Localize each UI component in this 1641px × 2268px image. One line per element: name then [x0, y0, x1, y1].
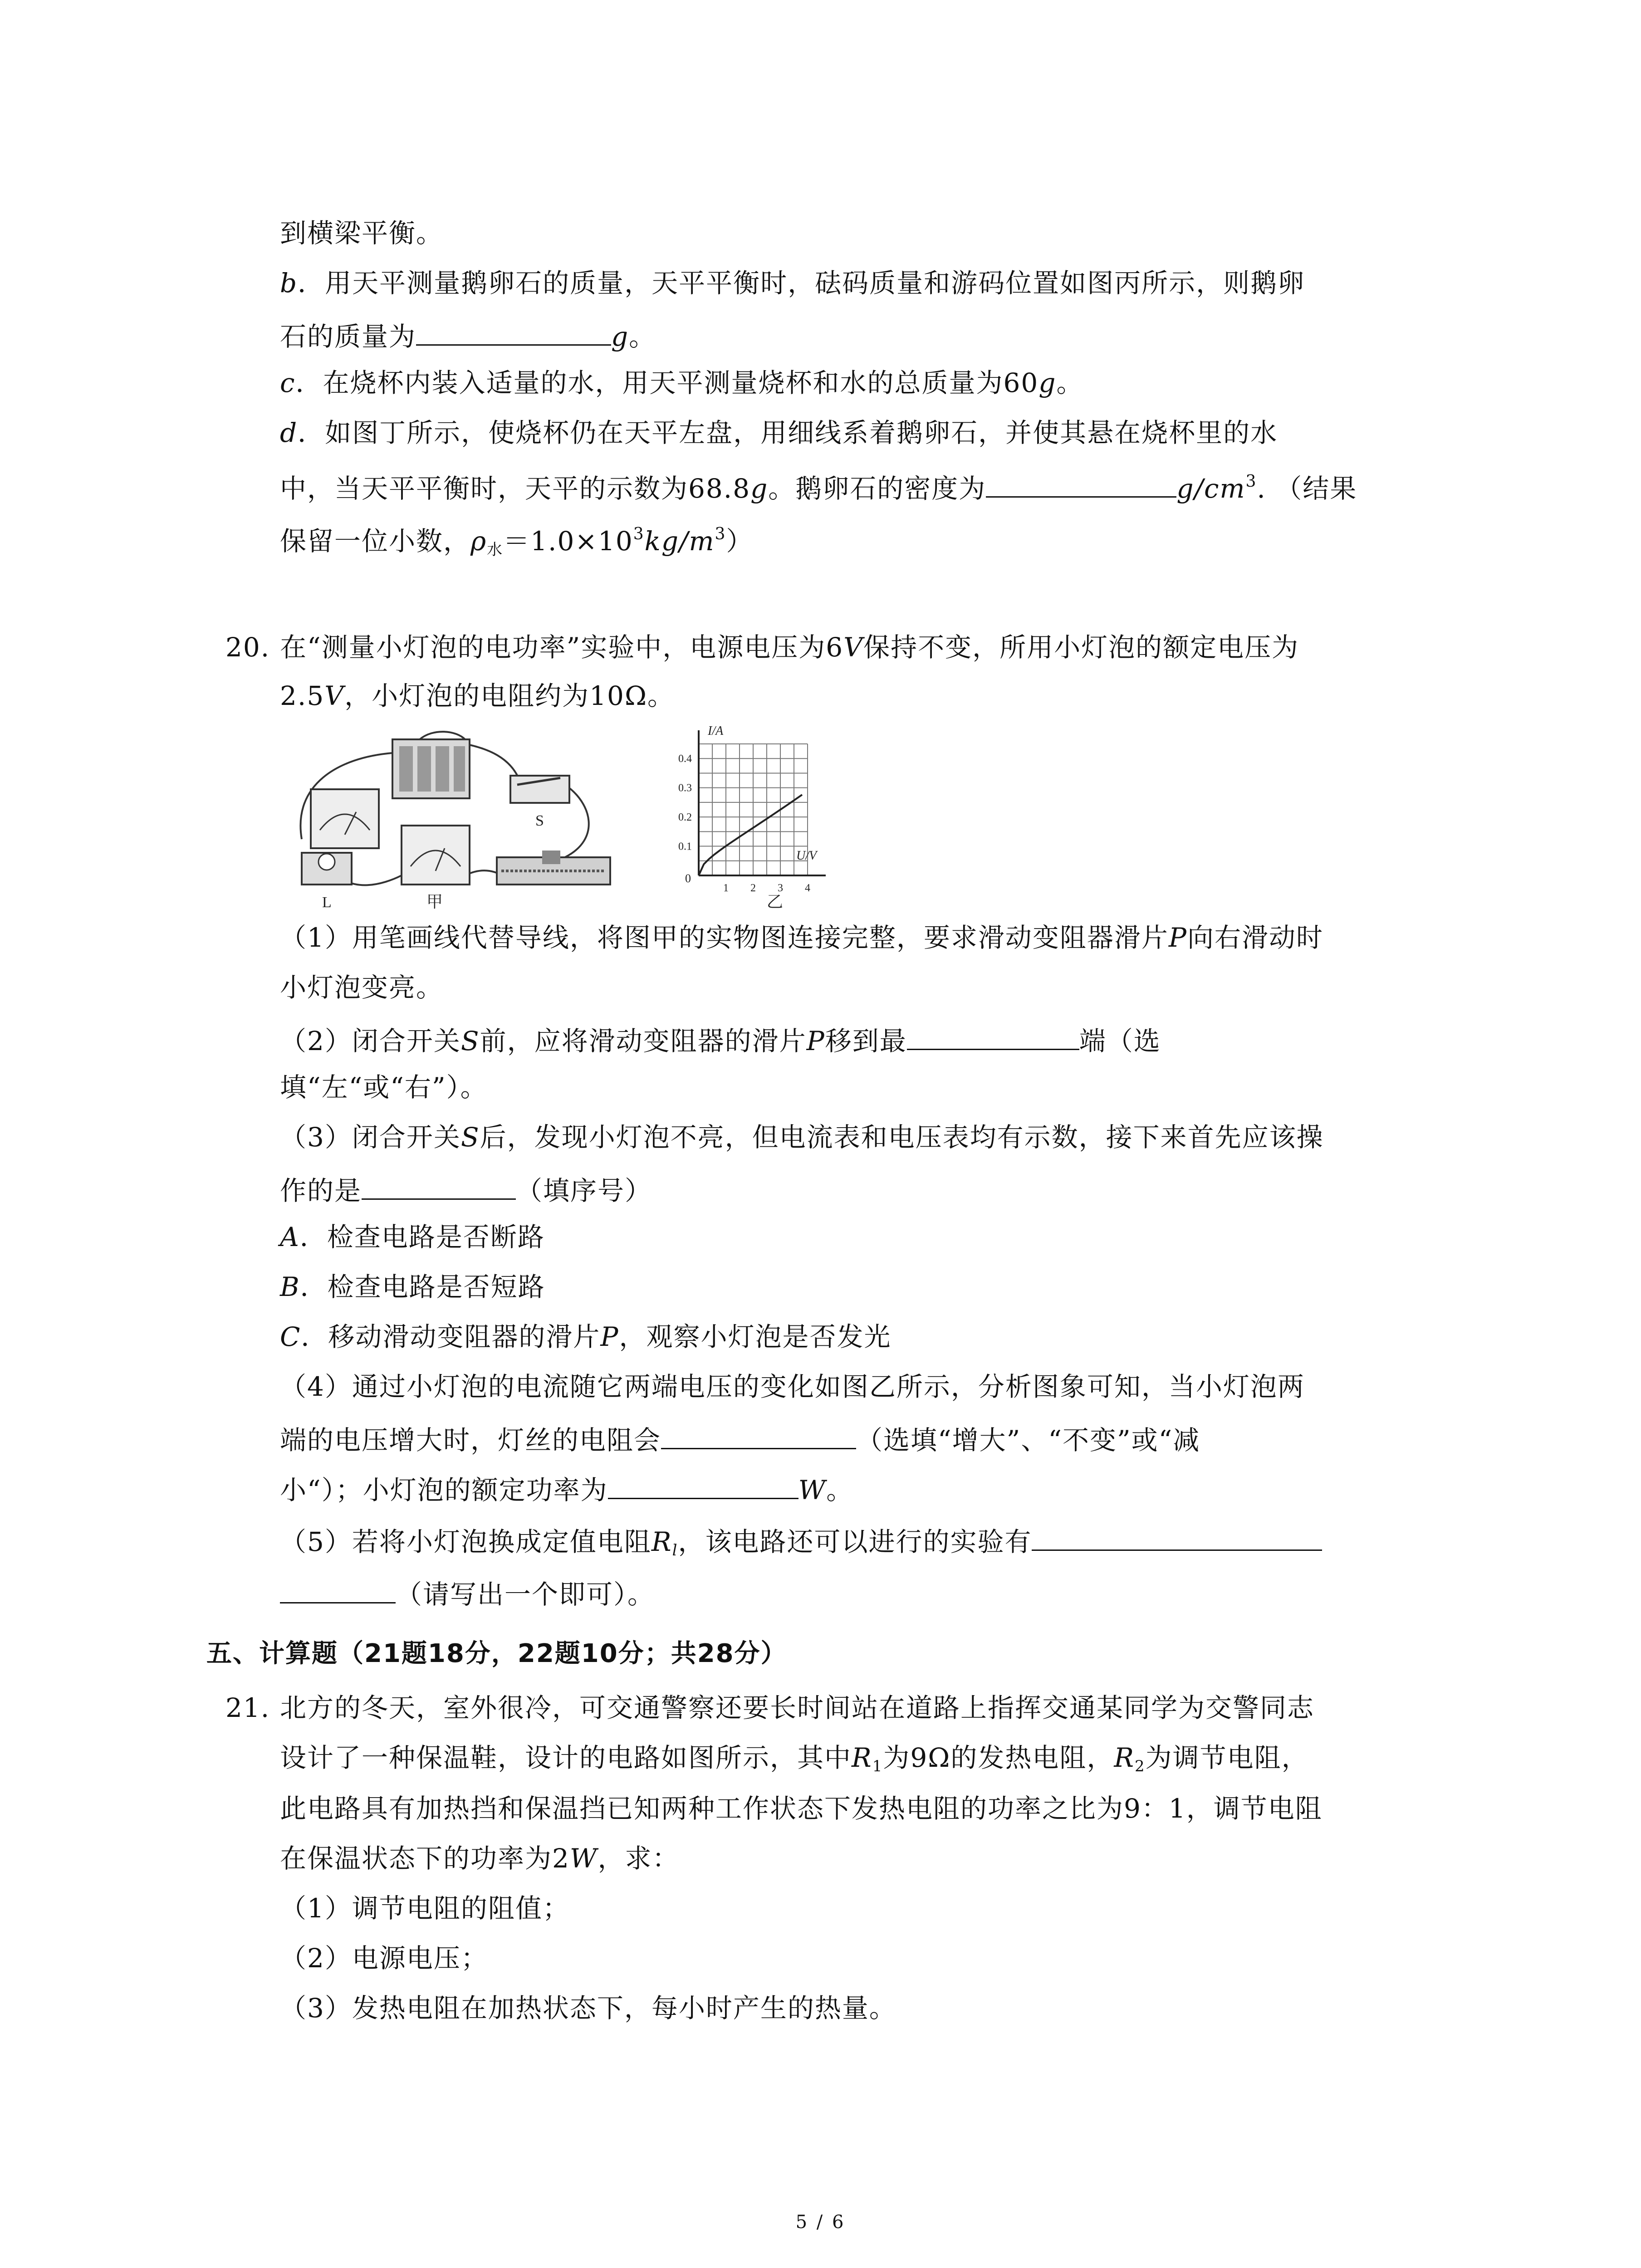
bulb-icon — [302, 853, 352, 911]
answer-blank[interactable] — [416, 320, 611, 346]
q21-line-1: 北方的冬天，室外很冷，可交通警察还要长时间站在道路上指挥交通某同学为交警同志 — [280, 1692, 1315, 1723]
q21-sub-1: （1）调节电阻的阻值； — [280, 1893, 570, 1924]
q21-line-2: 设计了一种保温鞋，设计的电路如图所示，其中$R_1$为9Ω的发热电阻，$R_2$为调节电阻， — [280, 1742, 1309, 1775]
y-tick-label: 0.4 — [678, 753, 692, 765]
x-tick-label: 3 — [778, 882, 783, 894]
q20-option-b: B．检查电路是否短路 — [280, 1271, 545, 1302]
iu-curve — [699, 795, 802, 875]
switch-icon — [510, 776, 569, 829]
x-tick-label: 4 — [805, 882, 810, 894]
answer-blank[interactable] — [661, 1423, 856, 1449]
q20-part4-line-1: （4）通过小灯泡的电流随它两端电压的变化如图乙所示，分析图象可知，当小灯泡两 — [280, 1371, 1305, 1402]
svg-text:L: L — [322, 894, 332, 911]
answer-blank[interactable] — [907, 1024, 1079, 1050]
ammeter-icon — [402, 826, 470, 911]
q20-part3-line-1: （3）闭合开关S后，发现小灯泡不亮，但电流表和电压表均有示数，接下来首先应该操 — [280, 1122, 1324, 1153]
q20-part3-line-2: 作的是 （填序号） — [280, 1174, 652, 1204]
q19-d-line-2: 中，当天平平衡时，天平的示数为68.8g。鹅卵石的密度为 $g/cm^3$. （结果 — [280, 472, 1357, 504]
q21-sub-3: （3）发热电阻在加热状态下，每小时产生的热量。 — [280, 1993, 896, 2024]
q20-number: 20. — [225, 632, 270, 663]
y-axis-label: I/A — [708, 724, 724, 738]
x-tick-label: 2 — [750, 882, 756, 894]
q19-d-line-1: d．如图丁所示，使烧杯仍在天平左盘，用细线系着鹅卵石，并使其悬在烧杯里的水 — [280, 417, 1278, 448]
q19-b-line-1: b．用天平测量鹅卵石的质量，天平平衡时，砝码质量和游码位置如图丙所示，则鹅卵 — [280, 268, 1305, 298]
x-axis-label: U/V — [796, 849, 817, 863]
y-tick-label: 0.3 — [678, 782, 692, 794]
figure-caption-yi: 乙 — [767, 893, 784, 911]
q21-sub-2: （2）电源电压； — [280, 1943, 488, 1974]
q20-line-2: 2.5V，小灯泡的电阻约为10Ω。 — [280, 680, 675, 711]
answer-blank[interactable] — [1032, 1525, 1322, 1551]
answer-blank[interactable] — [986, 472, 1176, 498]
answer-blank[interactable] — [280, 1578, 396, 1603]
section-five-title: 五、计算题（21题18分，22题10分；共28分） — [206, 1639, 787, 1668]
q19-d-line-3: 保留一位小数，$\rho_水=1.0\times 10^3kg/m^3$） — [280, 525, 754, 559]
circuit-figure-jia — [284, 721, 628, 912]
q19-c-line: c．在烧杯内装入适量的水，用天平测量烧杯和水的总质量为60g。 — [280, 367, 1084, 398]
answer-blank[interactable] — [362, 1174, 516, 1200]
q20-part4-line-3: 小“）；小灯泡的额定功率为 W。 — [280, 1473, 853, 1503]
answer-blank[interactable] — [608, 1473, 798, 1499]
q19-line-1: 到横梁平衡。 — [280, 218, 444, 249]
rheostat-icon — [497, 850, 610, 885]
q21-line-4: 在保温状态下的功率为2W，求： — [280, 1843, 680, 1874]
q20-line-1: 在“测量小灯泡的电功率”实验中，电源电压为6V保持不变，所用小灯泡的额定电压为 — [280, 632, 1299, 663]
q20-part5-line-2: （请写出一个即可）。 — [280, 1578, 655, 1608]
svg-text:甲: 甲 — [426, 893, 443, 911]
q20-part2-line-1: （2）闭合开关S前，应将滑动变阻器的滑片P移到最 端（选 — [280, 1024, 1161, 1054]
q20-part1-line-2: 小灯泡变亮。 — [280, 972, 444, 1003]
iu-graph-yi — [676, 721, 867, 912]
y-tick-label: 0.2 — [678, 811, 692, 824]
q21-line-3: 此电路具有加热挡和保温挡已知两种工作状态下发热电阻的功率之比为9：1，调节电阻 — [280, 1793, 1323, 1824]
q21-number: 21. — [225, 1692, 270, 1723]
page-number: 5 / 6 — [795, 2212, 846, 2233]
voltmeter-icon — [311, 789, 379, 848]
q20-part4-line-2: 端的电压增大时，灯丝的电阻会 （选填“增大”、“不变”或“减 — [280, 1423, 1200, 1453]
q20-part2-line-2: 填“左“或“右”）。 — [280, 1072, 488, 1103]
battery-icon — [392, 739, 470, 798]
q19-b-line-2: 石的质量为 g。 — [280, 320, 656, 350]
x-tick-label: 1 — [723, 882, 729, 894]
q20-option-a: A．检查电路是否断路 — [280, 1222, 545, 1252]
svg-text:S: S — [535, 812, 544, 829]
q20-part5-line-1: （5）若将小灯泡换成定值电阻$R_l$，该电路还可以进行的实验有 — [280, 1525, 1322, 1558]
q20-part1-line-1: （1）用笔画线代替导线，将图甲的实物图连接完整，要求滑动变阻器滑片P向右滑动时 — [280, 922, 1323, 953]
q20-option-c: C．移动滑动变阻器的滑片P，观察小灯泡是否发光 — [280, 1321, 892, 1352]
origin-label: 0 — [685, 872, 691, 885]
y-tick-label: 0.1 — [678, 841, 692, 853]
